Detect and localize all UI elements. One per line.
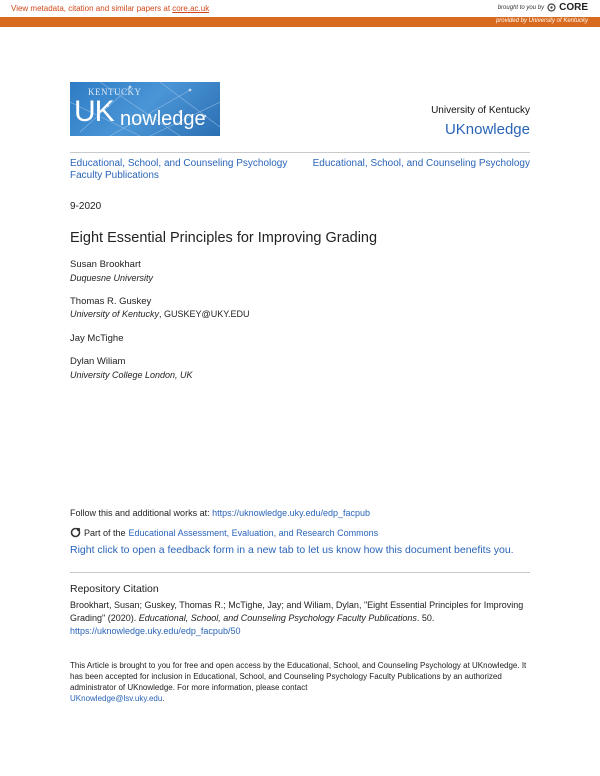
author-affiliation: University College London, UK [70,370,193,380]
follow-link[interactable]: https://uknowledge.uky.edu/edp_facpub [212,508,371,518]
brought-by-text: brought to you by [497,4,545,11]
university-name: University of Kentucky [431,105,530,116]
commons-link[interactable]: Educational Assessment, Evaluation, and Research Commons [128,527,379,538]
author-affiliation-line [70,309,250,319]
core-link[interactable]: core.ac.uk [172,4,210,13]
author-name: Dylan Wiliam [70,356,126,367]
core-brand [498,2,588,13]
logo-kentucky-text: KENTUCKY [88,87,142,97]
divider-top [70,152,530,153]
citation-url[interactable]: https://uknowledge.uky.edu/edp_facpub/50 [70,626,241,636]
citation-heading: Repository Citation [70,583,159,595]
citation-block [70,599,530,638]
core-metadata-link-line [11,4,209,13]
notice-text: This Article is brought to you for free and open access by the Educational, School, and Counseling Psychology at UKnowledge. It has been accepted for inclusion in Educational, School, and Counseling Psychology Faculty Publications by an authorized administrator of UKnowledge. For more information, please contact [70,661,527,692]
core-metadata-text: View metadata, citation and similar papers at [11,4,173,13]
series-link-right[interactable]: Educational, School, and Counseling Psychology [312,158,530,169]
author-affiliation: Duquesne University [70,273,154,283]
author-name: Thomas R. Guskey [70,296,152,307]
follow-line [70,508,370,518]
series-link-left[interactable]: Educational, School, and Counseling Psychology Faculty Publications [70,158,288,181]
provided-by-text: provided by University of Kentucky [495,18,588,24]
part-of-line [70,527,378,538]
author-email: , GUSKEY@UKY.EDU [159,309,250,319]
logo-knowledge-text: nowledge [120,108,206,130]
feedback-link[interactable]: Right click to open a feedback form in a new tab to let us know how this document benefits you. [70,544,514,556]
notice-end: . [162,694,165,703]
commons-network-icon [70,527,81,538]
publication-date: 9-2020 [70,201,102,212]
access-notice [70,660,530,704]
uknowledge-logo[interactable] [70,82,220,136]
citation-text: Brookhart, Susan; Guskey, Thomas R.; McTighe, Jay; and Wiliam, Dylan, "Eight Essential Principles for Improving Grading" (2020). [70,600,524,623]
repository-name[interactable]: UKnowledge [444,121,530,138]
part-of-text: Part of the [84,527,126,538]
citation-number: . 50. [416,613,435,623]
provided-by-bar [0,17,600,27]
citation-journal: Educational, School, and Counseling Psychology Faculty Publications [138,613,417,623]
divider-bottom [70,572,530,573]
article-title: Eight Essential Principles for Improving Grading [70,230,378,246]
author-name: Jay McTighe [70,333,124,344]
contact-email-link[interactable]: UKnowledge@lsv.uky.edu [70,694,163,703]
core-logo[interactable]: CORE [559,2,588,13]
logo-uk-text: UK [74,95,114,128]
author-affiliation: University of Kentucky [70,309,160,319]
follow-text: Follow this and additional works at: [70,508,213,518]
core-icon [547,3,556,12]
author-name: Susan Brookhart [70,259,141,270]
